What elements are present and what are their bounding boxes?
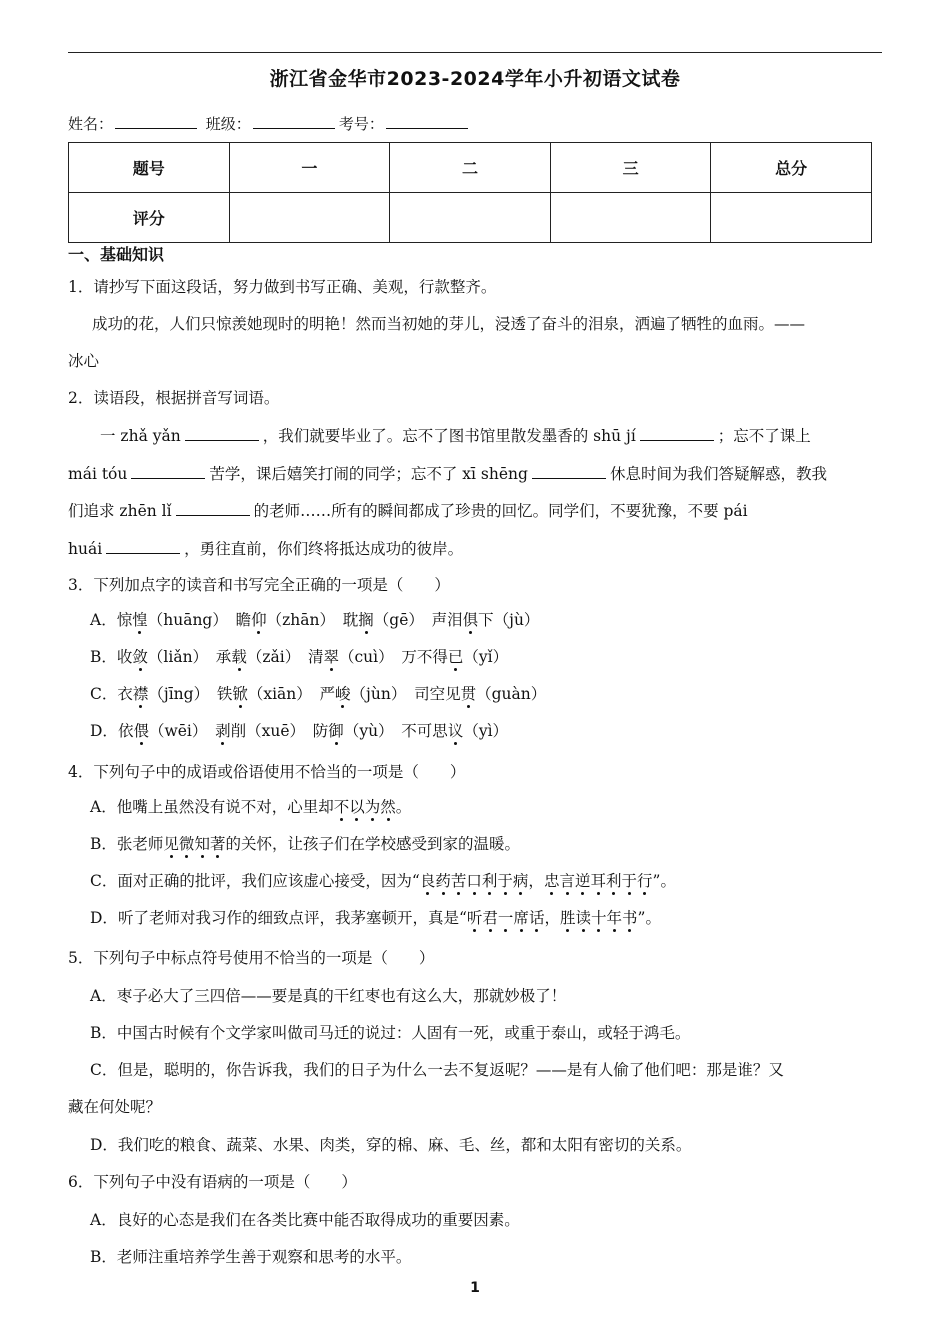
q5-option-a[interactable]: A．枣子必大了三四倍——要是真的干红枣也有这么大，那就妙极了！ (90, 987, 567, 1005)
option-text: （jīng） 铁 (148, 685, 233, 703)
dotted-char: 于 (497, 872, 513, 890)
option-text: 下（jù） (478, 611, 540, 629)
score-row-label: 评分 (69, 193, 230, 243)
dotted-char: 君 (482, 909, 498, 927)
q4-option-d[interactable] (90, 906, 661, 928)
dotted-char: 仰 (251, 611, 267, 629)
option-text: 的关怀，让孩子们在学校感受到家的温暖。 (225, 835, 520, 853)
q4-option-c[interactable] (90, 869, 676, 891)
dotted-char: 见 (163, 835, 179, 853)
dotted-char: 耳 (590, 872, 606, 890)
q3-option-b[interactable] (90, 645, 508, 667)
option-text: （liǎn） 承 (147, 648, 232, 666)
dotted-char: 苦 (450, 872, 467, 890)
score-header-cell: 总分 (711, 143, 872, 193)
dotted-char: 席 (513, 909, 529, 927)
dotted-char: 襟 (132, 685, 149, 703)
exam-no-blank[interactable] (386, 114, 468, 129)
score-cell[interactable] (550, 193, 711, 243)
dotted-char: 十 (591, 909, 607, 927)
dotted-char: 胜 (559, 909, 576, 927)
dotted-char: 载 (231, 648, 247, 666)
pinyin-text: 们追求 zhēn lǐ (68, 502, 172, 520)
answer-blank[interactable] (106, 539, 180, 554)
dotted-char: 翠 (323, 648, 339, 666)
passage-text: 休息时间为我们答疑解惑，教我 (609, 465, 827, 483)
option-text: （yǐ） (463, 648, 509, 666)
option-text: 衣 (117, 685, 133, 703)
dotted-char: 言 (559, 872, 575, 890)
dotted-char: 一 (497, 909, 514, 927)
score-header-cell: 题号 (69, 143, 230, 193)
dotted-phrase (163, 835, 225, 853)
option-label: C． (90, 872, 118, 890)
passage-text: 的老师……所有的瞬间都成了珍贵的回忆。同学们，不要犹豫，不要 pái (253, 502, 748, 520)
q3-option-c[interactable] (90, 682, 546, 704)
answer-blank[interactable] (185, 426, 259, 441)
student-info-line (68, 113, 472, 134)
dotted-char: 偎 (133, 722, 149, 740)
dotted-char: 峻 (335, 685, 351, 703)
dotted-char: 听 (466, 909, 483, 927)
pinyin-text: 一 zhǎ yǎn (100, 427, 181, 445)
dotted-char: 书 (622, 909, 638, 927)
q5-stem: 5．下列句子中标点符号使用不恰当的一项是（ ） (68, 949, 435, 967)
q5-option-b[interactable]: B．中国古时候有个文学家叫做司马迁的说过：人固有一死，或重于泰山，或轻于鸿毛。 (90, 1024, 691, 1042)
dotted-char: 话 (528, 909, 545, 927)
dotted-phrase (467, 909, 638, 927)
option-text: 张老师 (116, 835, 164, 853)
option-text: （zǎi） 清 (246, 648, 324, 666)
dotted-char: 行 (637, 872, 653, 890)
q4-option-b[interactable] (90, 832, 520, 854)
dotted-char: 不 (333, 798, 350, 816)
pinyin-text: mái tóu (68, 465, 128, 483)
dotted-char: ， (544, 909, 560, 927)
q2-line2 (68, 462, 827, 484)
option-text: 依 (117, 722, 134, 740)
option-text: （xiān） 严 (247, 685, 336, 703)
option-text: （zhān） 耽 (266, 611, 359, 629)
dotted-char: 利 (481, 872, 498, 890)
class-label: 班级： (205, 115, 251, 133)
dotted-char: 以 (349, 798, 365, 816)
dotted-phrase (334, 798, 396, 816)
q2-line1 (100, 424, 811, 446)
answer-blank[interactable] (176, 501, 250, 516)
option-text: 。 (395, 798, 412, 816)
score-cell[interactable] (390, 193, 551, 243)
dotted-char: ， (528, 872, 544, 890)
score-header-cell: 二 (390, 143, 551, 193)
option-label: B． (90, 648, 117, 666)
name-blank[interactable] (115, 114, 197, 129)
passage-text: ；忘不了课上 (717, 427, 811, 445)
option-label: D． (90, 722, 118, 740)
q5-option-c[interactable]: C．但是，聪明的，你告诉我，我们的日子为什么一去不复返呢？——是有人偷了他们吧：那是谁？又 (90, 1061, 784, 1079)
q3-option-a[interactable] (90, 608, 539, 630)
dotted-char: 敛 (132, 648, 148, 666)
name-label: 姓名： (68, 115, 114, 133)
dotted-char: 药 (435, 872, 451, 890)
score-cell[interactable] (711, 193, 872, 243)
option-label: A． (90, 611, 117, 629)
q4-stem: 4．下列句子中的成语或俗语使用不恰当的一项是（ ） (68, 763, 466, 781)
dotted-char: 俱 (462, 611, 479, 629)
top-rule (68, 52, 882, 53)
dotted-char: 锨 (232, 685, 248, 703)
q4-option-a[interactable] (90, 795, 411, 817)
dotted-char: 著 (209, 835, 226, 853)
passage-text: ，我们就要毕业了。忘不了图书馆里散发墨香的 shū jí (262, 427, 636, 445)
dotted-char: 然 (380, 798, 396, 816)
q6-option-a[interactable]: A．良好的心态是我们在各类比赛中能否取得成功的重要因素。 (90, 1211, 520, 1229)
option-text: （yù） 不可思 (343, 722, 448, 740)
option-text: （huāng） 瞻 (147, 611, 252, 629)
class-blank[interactable] (253, 114, 335, 129)
dotted-char: 年 (606, 909, 623, 927)
score-cell[interactable] (229, 193, 390, 243)
option-text: （jùn） 司空见 (350, 685, 461, 703)
q2-stem: 2．读语段，根据拼音写词语。 (68, 389, 280, 407)
q6-stem: 6．下列句子中没有语病的一项是（ ） (68, 1173, 357, 1191)
score-table (68, 142, 872, 243)
dotted-char: 微 (178, 835, 195, 853)
dotted-char: 贯 (460, 685, 477, 703)
exam-no-label: 考号： (338, 115, 384, 133)
dotted-char: 口 (466, 872, 482, 890)
q2-line4 (68, 537, 463, 559)
option-text: ”。 (637, 909, 661, 927)
option-text: （wēi） (148, 722, 216, 740)
option-text: （guàn） (476, 685, 547, 703)
option-text: ”。 (652, 872, 676, 890)
dotted-char: 利 (606, 872, 622, 890)
dotted-char: 为 (364, 798, 381, 816)
option-text: 削（xuē） 防 (230, 722, 329, 740)
option-label: C． (90, 685, 118, 703)
dotted-char: 搁 (358, 611, 374, 629)
score-header-cell: 一 (229, 143, 390, 193)
dotted-char: 忠 (543, 872, 560, 890)
score-header-cell: 三 (550, 143, 711, 193)
option-text: （gē） 声泪 (373, 611, 463, 629)
section-title: 一、基础知识 (68, 245, 165, 264)
q1-stem: 1．请抄写下面这段话，努力做到书写正确、美观，行款整齐。 (68, 278, 497, 296)
option-text: 收 (116, 648, 133, 666)
answer-blank[interactable] (532, 464, 606, 479)
dotted-char: 已 (447, 648, 464, 666)
option-label: D． (90, 909, 118, 927)
option-text: 惊 (116, 611, 133, 629)
exam-title: 浙江省金华市2023-2024学年小升初语文试卷 (269, 68, 681, 90)
dotted-char: 惶 (132, 611, 148, 629)
q2-line3 (68, 499, 748, 521)
q6-option-b[interactable]: B．老师注重培养学生善于观察和思考的水平。 (90, 1248, 412, 1266)
score-table-score-row (69, 193, 872, 243)
q1-passage-line1: 成功的花，人们只惊羡她现时的明艳！然而当初她的芽儿，浸透了奋斗的泪泉，洒遍了牺牲的血雨。—— (92, 315, 806, 333)
option-text: 面对正确的批评，我们应该虚心接受，因为“ (117, 872, 420, 890)
dotted-phrase (420, 872, 653, 890)
dotted-char: 御 (328, 722, 344, 740)
option-text: （cuì） 万不得 (338, 648, 448, 666)
dotted-char: 病 (512, 872, 529, 890)
answer-blank[interactable] (640, 426, 714, 441)
q3-stem: 3．下列加点字的读音和书写完全正确的一项是（ ） (68, 576, 450, 594)
q5-option-d[interactable]: D．我们吃的粮食、蔬菜、水果、肉类，穿的棉、麻、毛、丝，都和太阳有密切的关系。 (90, 1136, 692, 1154)
dotted-char: 知 (194, 835, 210, 853)
q1-passage-line2: 冰心 (68, 352, 100, 370)
dotted-char: 良 (419, 872, 436, 890)
passage-text: ，勇往直前，你们终将抵达成功的彼岸。 (184, 540, 464, 558)
dotted-char: 逆 (574, 872, 591, 890)
pinyin-text: huái (68, 540, 103, 558)
q3-option-d[interactable] (90, 719, 508, 741)
option-text: 听了老师对我习作的细致点评，我茅塞顿开，真是“ (117, 909, 467, 927)
option-text: 他嘴上虽然没有说不对，心里却 (116, 798, 334, 816)
dotted-char: 读 (575, 909, 591, 927)
option-label: B． (90, 835, 117, 853)
answer-blank[interactable] (131, 464, 205, 479)
dotted-char: 议 (447, 722, 464, 740)
page-number: 1 (470, 1280, 480, 1296)
score-table-header-row (69, 143, 872, 193)
option-label: A． (90, 798, 117, 816)
dotted-char: 剥 (215, 722, 231, 740)
option-text: （yì） (463, 722, 509, 740)
dotted-char: 于 (621, 872, 638, 890)
passage-text: 苦学，课后嬉笑打闹的同学；忘不了 xī shēng (209, 465, 528, 483)
q5-option-c-cont: 藏在何处呢？ (68, 1098, 162, 1116)
